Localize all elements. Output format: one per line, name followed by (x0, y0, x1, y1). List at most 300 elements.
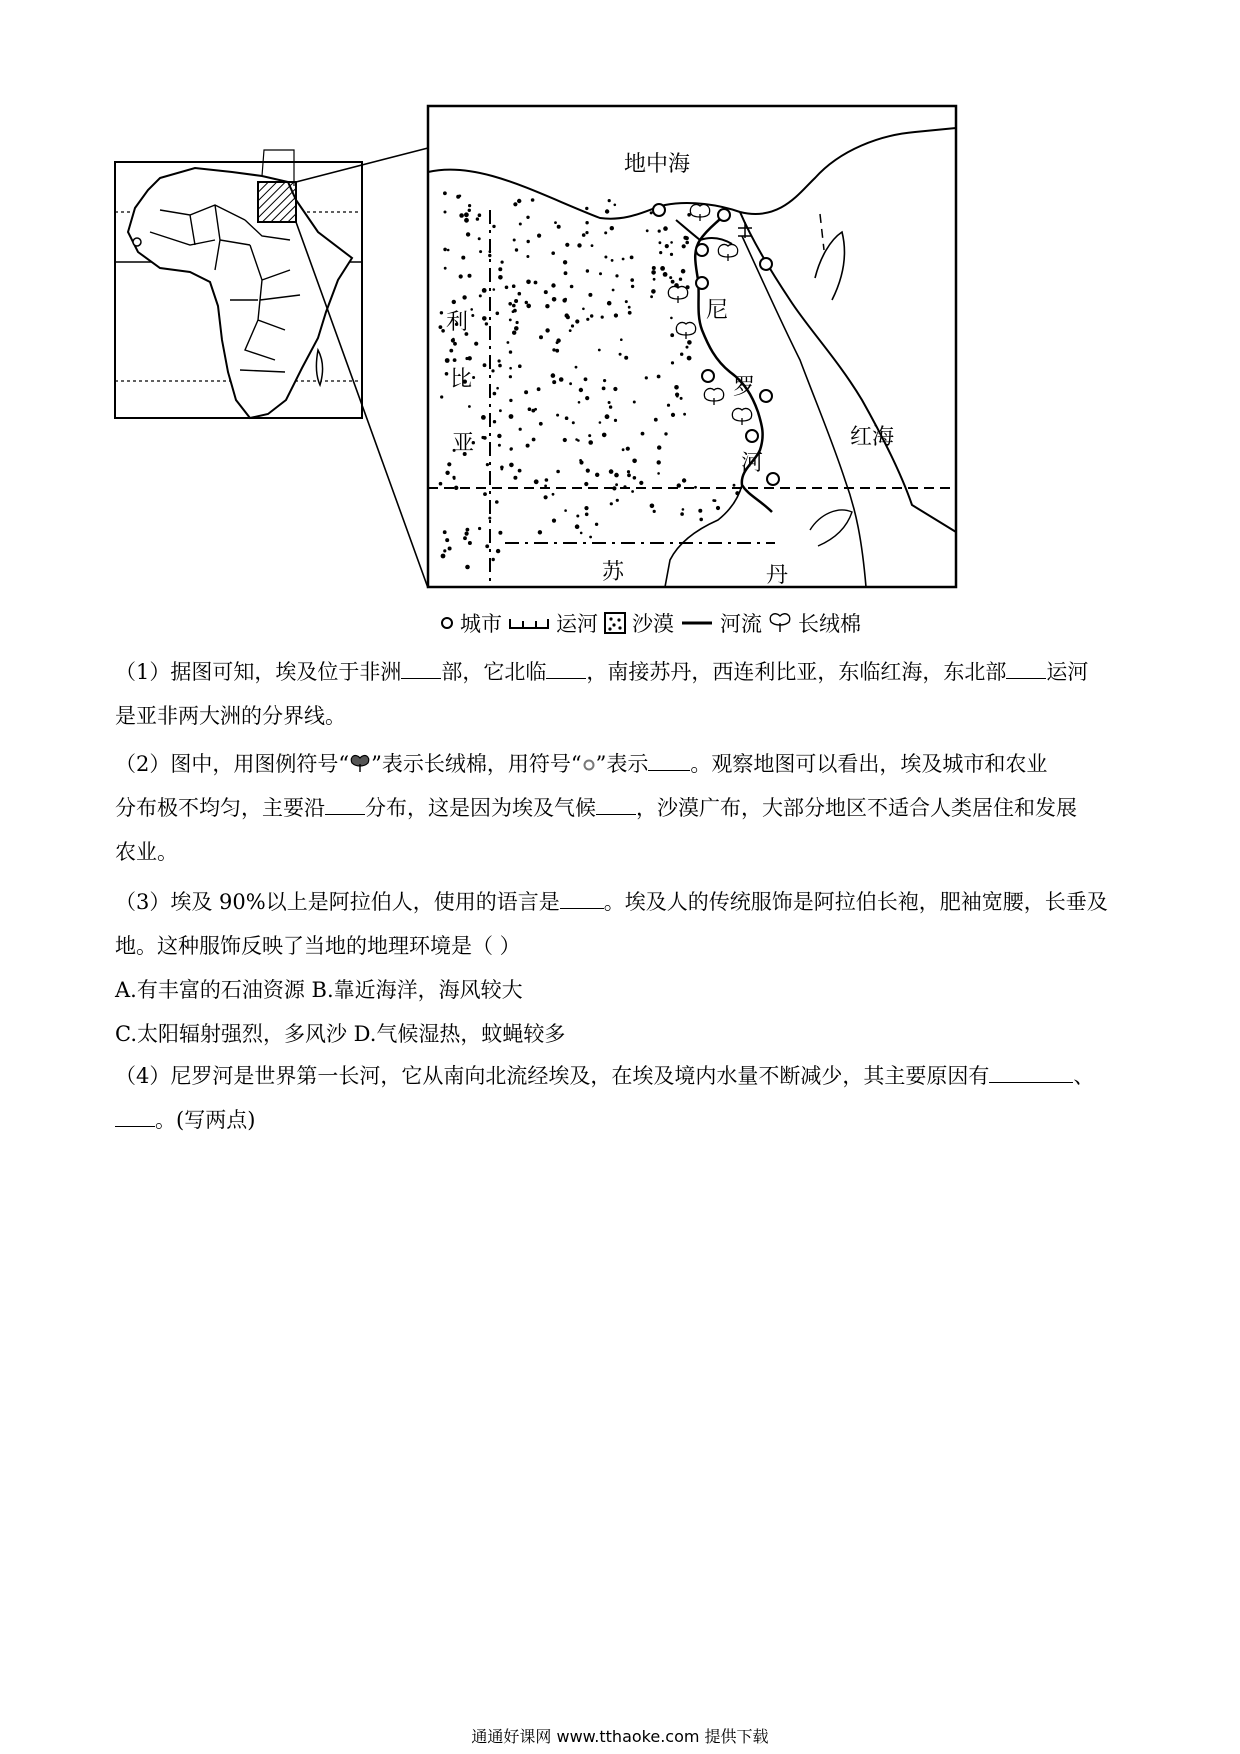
q2-text-7: ，沙漠广布，大部分地区不适合人类居住和发展 (636, 796, 1077, 820)
desert-dot (464, 212, 469, 217)
desert-dot (657, 375, 661, 379)
desert-dot (544, 290, 548, 294)
q4-text-2: 、 (1073, 1064, 1095, 1088)
desert-dot (526, 216, 529, 219)
desert-dot (639, 481, 643, 485)
desert-dot (524, 390, 528, 394)
desert-dot (599, 272, 602, 275)
desert-dot (623, 485, 626, 488)
desert-dot (556, 338, 560, 342)
cotton-legend-icon (768, 612, 792, 634)
desert-dot (463, 536, 467, 540)
desert-dot (681, 269, 686, 274)
desert-dot (698, 509, 702, 513)
desert-dot (564, 298, 567, 301)
desert-dot (585, 221, 588, 224)
desert-dot (563, 260, 567, 264)
desert-dot (534, 281, 538, 285)
desert-dot (509, 367, 512, 370)
desert-dot (674, 385, 679, 390)
desert-dot (448, 547, 452, 551)
desert-dot (479, 294, 482, 297)
desert-dot (576, 515, 579, 518)
desert-dot (505, 286, 509, 290)
desert-dot (514, 299, 518, 303)
desert-dot (716, 506, 720, 510)
desert-dot (585, 231, 588, 234)
desert-dot (611, 259, 614, 262)
desert-dot (445, 471, 449, 475)
desert-dot (525, 301, 528, 304)
desert-dot (680, 512, 684, 516)
desert-dot (586, 469, 590, 473)
desert-dot (615, 314, 618, 317)
desert-dot (459, 213, 464, 218)
q4-blank-2[interactable] (115, 1106, 155, 1127)
desert-dot (551, 251, 555, 255)
desert-dot (526, 280, 531, 285)
desert-dot (492, 225, 495, 228)
desert-dot (624, 356, 628, 360)
desert-dot (586, 269, 589, 272)
label-sudan-2: 丹 (766, 563, 789, 588)
desert-dot (565, 416, 569, 420)
desert-dot (513, 202, 517, 206)
desert-dot (570, 285, 574, 289)
desert-dot (580, 532, 583, 535)
desert-dot (735, 491, 739, 495)
question-4-line-1 (115, 1054, 1130, 1098)
desert-dot (461, 256, 465, 260)
q1-blank-1[interactable] (401, 658, 441, 679)
desert-dot (565, 243, 569, 247)
desert-dot (518, 292, 522, 296)
desert-dot (564, 509, 567, 512)
desert-dot (613, 387, 617, 391)
desert-dot (609, 405, 612, 408)
desert-dot (465, 565, 470, 570)
desert-legend-icon (604, 612, 626, 634)
desert-dot (630, 256, 634, 260)
desert-dot (607, 301, 612, 306)
city-legend-icon (440, 616, 454, 630)
desert-dot (447, 462, 451, 466)
desert-dot (474, 342, 478, 346)
label-red-sea: 红海 (850, 425, 895, 450)
desert-dot (464, 218, 469, 223)
desert-dot (499, 409, 502, 412)
desert-dot (579, 388, 583, 392)
desert-dot (619, 353, 622, 356)
desert-dot (538, 530, 542, 534)
desert-dot (599, 421, 602, 424)
question-2-line-3: 农业。 (115, 840, 178, 864)
desert-dot (569, 382, 572, 385)
desert-dot (682, 244, 686, 248)
question-2-line-1 (115, 742, 1130, 786)
desert-dot (682, 508, 685, 511)
desert-dot (491, 369, 494, 372)
label-sudan-1: 苏 (602, 560, 625, 585)
desert-dot (493, 288, 496, 291)
desert-dot (628, 306, 631, 309)
legend-canal: 运河 (556, 612, 598, 636)
q1-text-2: 部，它北临 (441, 660, 547, 684)
desert-dot (508, 302, 512, 306)
desert-dot (651, 270, 656, 275)
label-libya-1: 利 (446, 310, 469, 335)
q2-blank-1[interactable] (648, 750, 690, 771)
desert-dot (510, 447, 513, 450)
desert-dot (653, 278, 656, 281)
q2-text-6: 分布，这是因为埃及气候 (365, 796, 596, 820)
question-4 (115, 1054, 1130, 1142)
desert-dot (687, 356, 692, 361)
desert-dot (658, 230, 661, 233)
desert-dot (485, 322, 488, 325)
desert-dot (509, 319, 512, 322)
desert-dot (545, 478, 549, 482)
desert-dot (680, 397, 683, 400)
desert-dot (452, 476, 455, 479)
desert-dot (531, 409, 535, 413)
desert-dot (444, 211, 447, 214)
desert-dot (518, 364, 522, 368)
desert-dot (439, 482, 443, 486)
desert-dot (514, 326, 519, 331)
desert-dot (579, 460, 583, 464)
page-footer: 通通好课网 www.tthaoke.com 提供下载 (471, 1727, 769, 1746)
desert-dot (513, 476, 517, 480)
desert-dot (552, 493, 555, 496)
desert-dot (608, 401, 611, 404)
desert-dot (481, 436, 484, 439)
desert-dot (507, 341, 510, 344)
desert-dot (660, 266, 665, 271)
question-3-options-ab: A.有丰富的石油资源 B.靠近海洋，海风较大 (115, 978, 523, 1002)
desert-dot (602, 387, 606, 391)
desert-dot (462, 295, 466, 299)
desert-dot (556, 470, 560, 474)
desert-dot (526, 444, 530, 448)
desert-dot (680, 353, 683, 356)
label-nile-3: 河 (741, 451, 764, 476)
q1-blank-2[interactable] (546, 658, 586, 679)
label-mediterranean: 地中海 (624, 152, 691, 177)
desert-dot (539, 422, 543, 426)
desert-dot (452, 338, 455, 341)
desert-dot (620, 338, 623, 341)
question-2-line-2 (115, 786, 1130, 830)
desert-dot (519, 223, 522, 226)
question-3 (115, 880, 1130, 1056)
desert-dot (575, 524, 580, 529)
desert-dot (586, 318, 589, 321)
desert-dot (563, 438, 567, 442)
desert-dot (589, 536, 592, 539)
desert-dot (591, 244, 594, 247)
desert-dot (481, 415, 486, 420)
label-libya-2: 比 (450, 367, 473, 392)
desert-dot (526, 255, 529, 258)
legend-cotton: 长绒棉 (798, 612, 861, 636)
desert-dot (657, 445, 661, 449)
desert-dot (444, 267, 447, 270)
desert-dot (537, 387, 541, 391)
desert-dot (555, 349, 559, 353)
desert-dot (733, 484, 736, 487)
desert-dot (509, 463, 514, 468)
desert-dot (657, 460, 661, 464)
desert-dot (659, 251, 662, 254)
desert-dot (641, 432, 645, 436)
q2-text-5: 分布极不均匀，主要沿 (115, 796, 325, 820)
desert-dot (453, 342, 457, 346)
desert-dot (512, 284, 516, 288)
desert-dot (608, 199, 611, 202)
desert-dot (517, 199, 521, 203)
desert-dot (604, 256, 607, 259)
desert-dot (545, 304, 549, 308)
desert-dot (614, 204, 617, 207)
desert-dot (488, 254, 491, 257)
desert-dot (498, 364, 502, 368)
q1-text-4: 运河 (1046, 660, 1089, 684)
desert-dot (571, 324, 574, 327)
desert-dot (443, 530, 447, 534)
desert-dot (654, 418, 658, 422)
desert-dot (443, 549, 446, 552)
question-2 (115, 742, 1130, 874)
desert-dot (498, 531, 502, 535)
q2-text-2: ”表示长绒棉，用符号“ (371, 752, 582, 776)
desert-dot (489, 250, 492, 253)
desert-dot (513, 309, 517, 313)
desert-dot (604, 231, 607, 234)
desert-dot (687, 340, 692, 345)
desert-dot (501, 261, 504, 264)
desert-dot (598, 349, 601, 352)
desert-dot (614, 473, 619, 478)
desert-dot (675, 393, 679, 397)
desert-dot (682, 478, 686, 482)
desert-dot (569, 329, 572, 332)
desert-dot (470, 308, 473, 311)
desert-dot (483, 492, 487, 496)
desert-dot (497, 434, 501, 438)
desert-dot (590, 314, 593, 317)
desert-dot (459, 274, 463, 278)
desert-dot (468, 405, 471, 408)
question-1-line-2: 是亚非两大洲的分界线。 (115, 704, 346, 728)
q3-text-1: （3）埃及 90%以上是阿拉伯人，使用的语言是 (115, 890, 560, 914)
desert-dot (509, 414, 514, 419)
desert-dot (686, 346, 689, 349)
desert-dot (552, 380, 556, 384)
desert-dot (669, 276, 672, 279)
desert-dot (468, 274, 472, 278)
desert-dot (515, 248, 518, 251)
desert-dot (539, 335, 543, 339)
desert-dot (509, 350, 512, 353)
desert-dot (466, 528, 470, 532)
desert-dot (476, 217, 479, 220)
desert-dot (565, 313, 569, 317)
desert-dot (445, 358, 450, 363)
cotton-inline-icon (349, 754, 371, 774)
desert-dot (625, 300, 628, 303)
q4-text-1: （4）尼罗河是世界第一长河，它从南向北流经埃及，在埃及境内水量不断减少，其主要原因有 (115, 1064, 990, 1088)
egypt-detail-map (428, 106, 956, 587)
desert-dot (509, 375, 512, 378)
desert-dot (588, 434, 591, 437)
desert-dot (578, 401, 581, 404)
desert-dot (627, 473, 631, 477)
desert-dot (482, 316, 487, 321)
canal-legend-icon (508, 615, 550, 631)
desert-dot (650, 295, 653, 298)
desert-dot (439, 325, 443, 329)
q1-blank-3[interactable] (1006, 658, 1046, 679)
river-legend-icon (680, 618, 714, 628)
desert-dot (694, 486, 697, 489)
desert-dot (610, 226, 614, 230)
desert-dot (657, 472, 660, 475)
desert-dot (602, 433, 607, 438)
desert-dot (449, 349, 453, 353)
desert-dot (699, 518, 703, 522)
desert-dot (556, 414, 559, 417)
desert-dot (651, 289, 656, 294)
question-3-line-2: 地。这种服饰反映了当地的地理环境是（ ） (115, 934, 521, 958)
desert-dot (527, 240, 530, 243)
desert-dot (551, 373, 556, 378)
desert-dot (667, 404, 670, 407)
question-4-line-2 (115, 1098, 1130, 1142)
desert-dot (498, 267, 502, 271)
desert-dot (670, 241, 673, 244)
desert-dot (610, 502, 613, 505)
desert-dot (498, 359, 501, 362)
desert-dot (465, 357, 468, 360)
desert-dot (552, 519, 556, 523)
desert-dot (486, 463, 489, 466)
desert-dot (627, 470, 630, 473)
desert-dot (544, 485, 547, 488)
desert-dot (478, 527, 481, 530)
desert-dot (664, 432, 667, 435)
desert-dot (528, 407, 532, 411)
desert-dot (622, 258, 625, 261)
desert-dot (495, 500, 499, 504)
desert-dot (632, 459, 637, 464)
desert-dot (601, 316, 604, 319)
desert-dot (440, 395, 443, 398)
desert-dot (447, 249, 450, 252)
desert-dot (615, 274, 618, 277)
q2-blank-3[interactable] (596, 794, 636, 815)
q2-text-4: 。观察地图可以看出，埃及城市和农业 (690, 752, 1048, 776)
desert-dot (616, 499, 619, 502)
label-libya-3: 亚 (452, 431, 475, 456)
desert-dot (631, 285, 634, 288)
label-nile-2: 罗 (733, 375, 756, 400)
question-3-line-1 (115, 880, 1130, 924)
q4-blank-1[interactable] (989, 1062, 1073, 1083)
q3-blank-1[interactable] (560, 888, 604, 909)
desert-dot (445, 372, 449, 376)
desert-dot (585, 207, 588, 210)
desert-dot (498, 444, 501, 447)
desert-dot (671, 361, 674, 364)
q1-text-1: （1）据图可知，埃及位于非洲 (115, 660, 402, 684)
desert-dot (559, 377, 564, 382)
desert-dot (595, 473, 599, 477)
desert-dot (441, 554, 446, 559)
desert-dot (552, 297, 557, 302)
desert-dot (615, 483, 618, 486)
desert-dot (588, 440, 593, 445)
desert-dot (532, 438, 536, 442)
africa-inset-map (115, 150, 362, 418)
desert-dot (631, 490, 634, 493)
desert-dot (496, 312, 500, 316)
desert-dot (630, 278, 634, 282)
desert-dot (482, 288, 487, 293)
desert-dot (485, 544, 489, 548)
desert-dot (519, 428, 522, 431)
desert-dot (443, 248, 447, 252)
desert-dot (663, 272, 668, 277)
desert-dot (440, 311, 443, 314)
desert-dot (679, 278, 682, 281)
desert-dot (714, 499, 717, 502)
desert-dot (509, 399, 512, 402)
desert-dot (585, 396, 589, 400)
desert-dot (572, 421, 575, 424)
desert-dot (468, 204, 471, 207)
desert-dot (653, 510, 656, 513)
desert-dot (544, 495, 548, 499)
desert-dot (622, 448, 625, 451)
desert-dot (612, 289, 615, 292)
desert-dot (626, 447, 630, 451)
q2-blank-2[interactable] (325, 794, 365, 815)
desert-dot (575, 319, 579, 323)
desert-dot (652, 266, 656, 270)
desert-dot (633, 401, 636, 404)
question-1-line-1 (115, 650, 1130, 694)
desert-dot (665, 244, 669, 248)
desert-dot (582, 233, 586, 237)
desert-dot (526, 304, 531, 309)
q3-text-2: 。埃及人的传统服饰是阿拉伯长袍，肥袖宽腰，长垂及 (603, 890, 1108, 914)
desert-dot (670, 333, 674, 337)
desert-dot (534, 479, 539, 484)
desert-dot (452, 300, 456, 304)
legend-desert: 沙漠 (632, 612, 674, 636)
desert-dot (595, 523, 598, 526)
desert-dot (612, 486, 616, 490)
desert-dot (584, 377, 588, 381)
desert-dot (628, 311, 632, 315)
desert-dot (493, 420, 496, 423)
desert-dot (683, 413, 686, 416)
desert-dot (605, 414, 610, 419)
desert-dot (585, 513, 589, 517)
desert-dot (496, 549, 500, 553)
desert-dot (466, 232, 470, 236)
